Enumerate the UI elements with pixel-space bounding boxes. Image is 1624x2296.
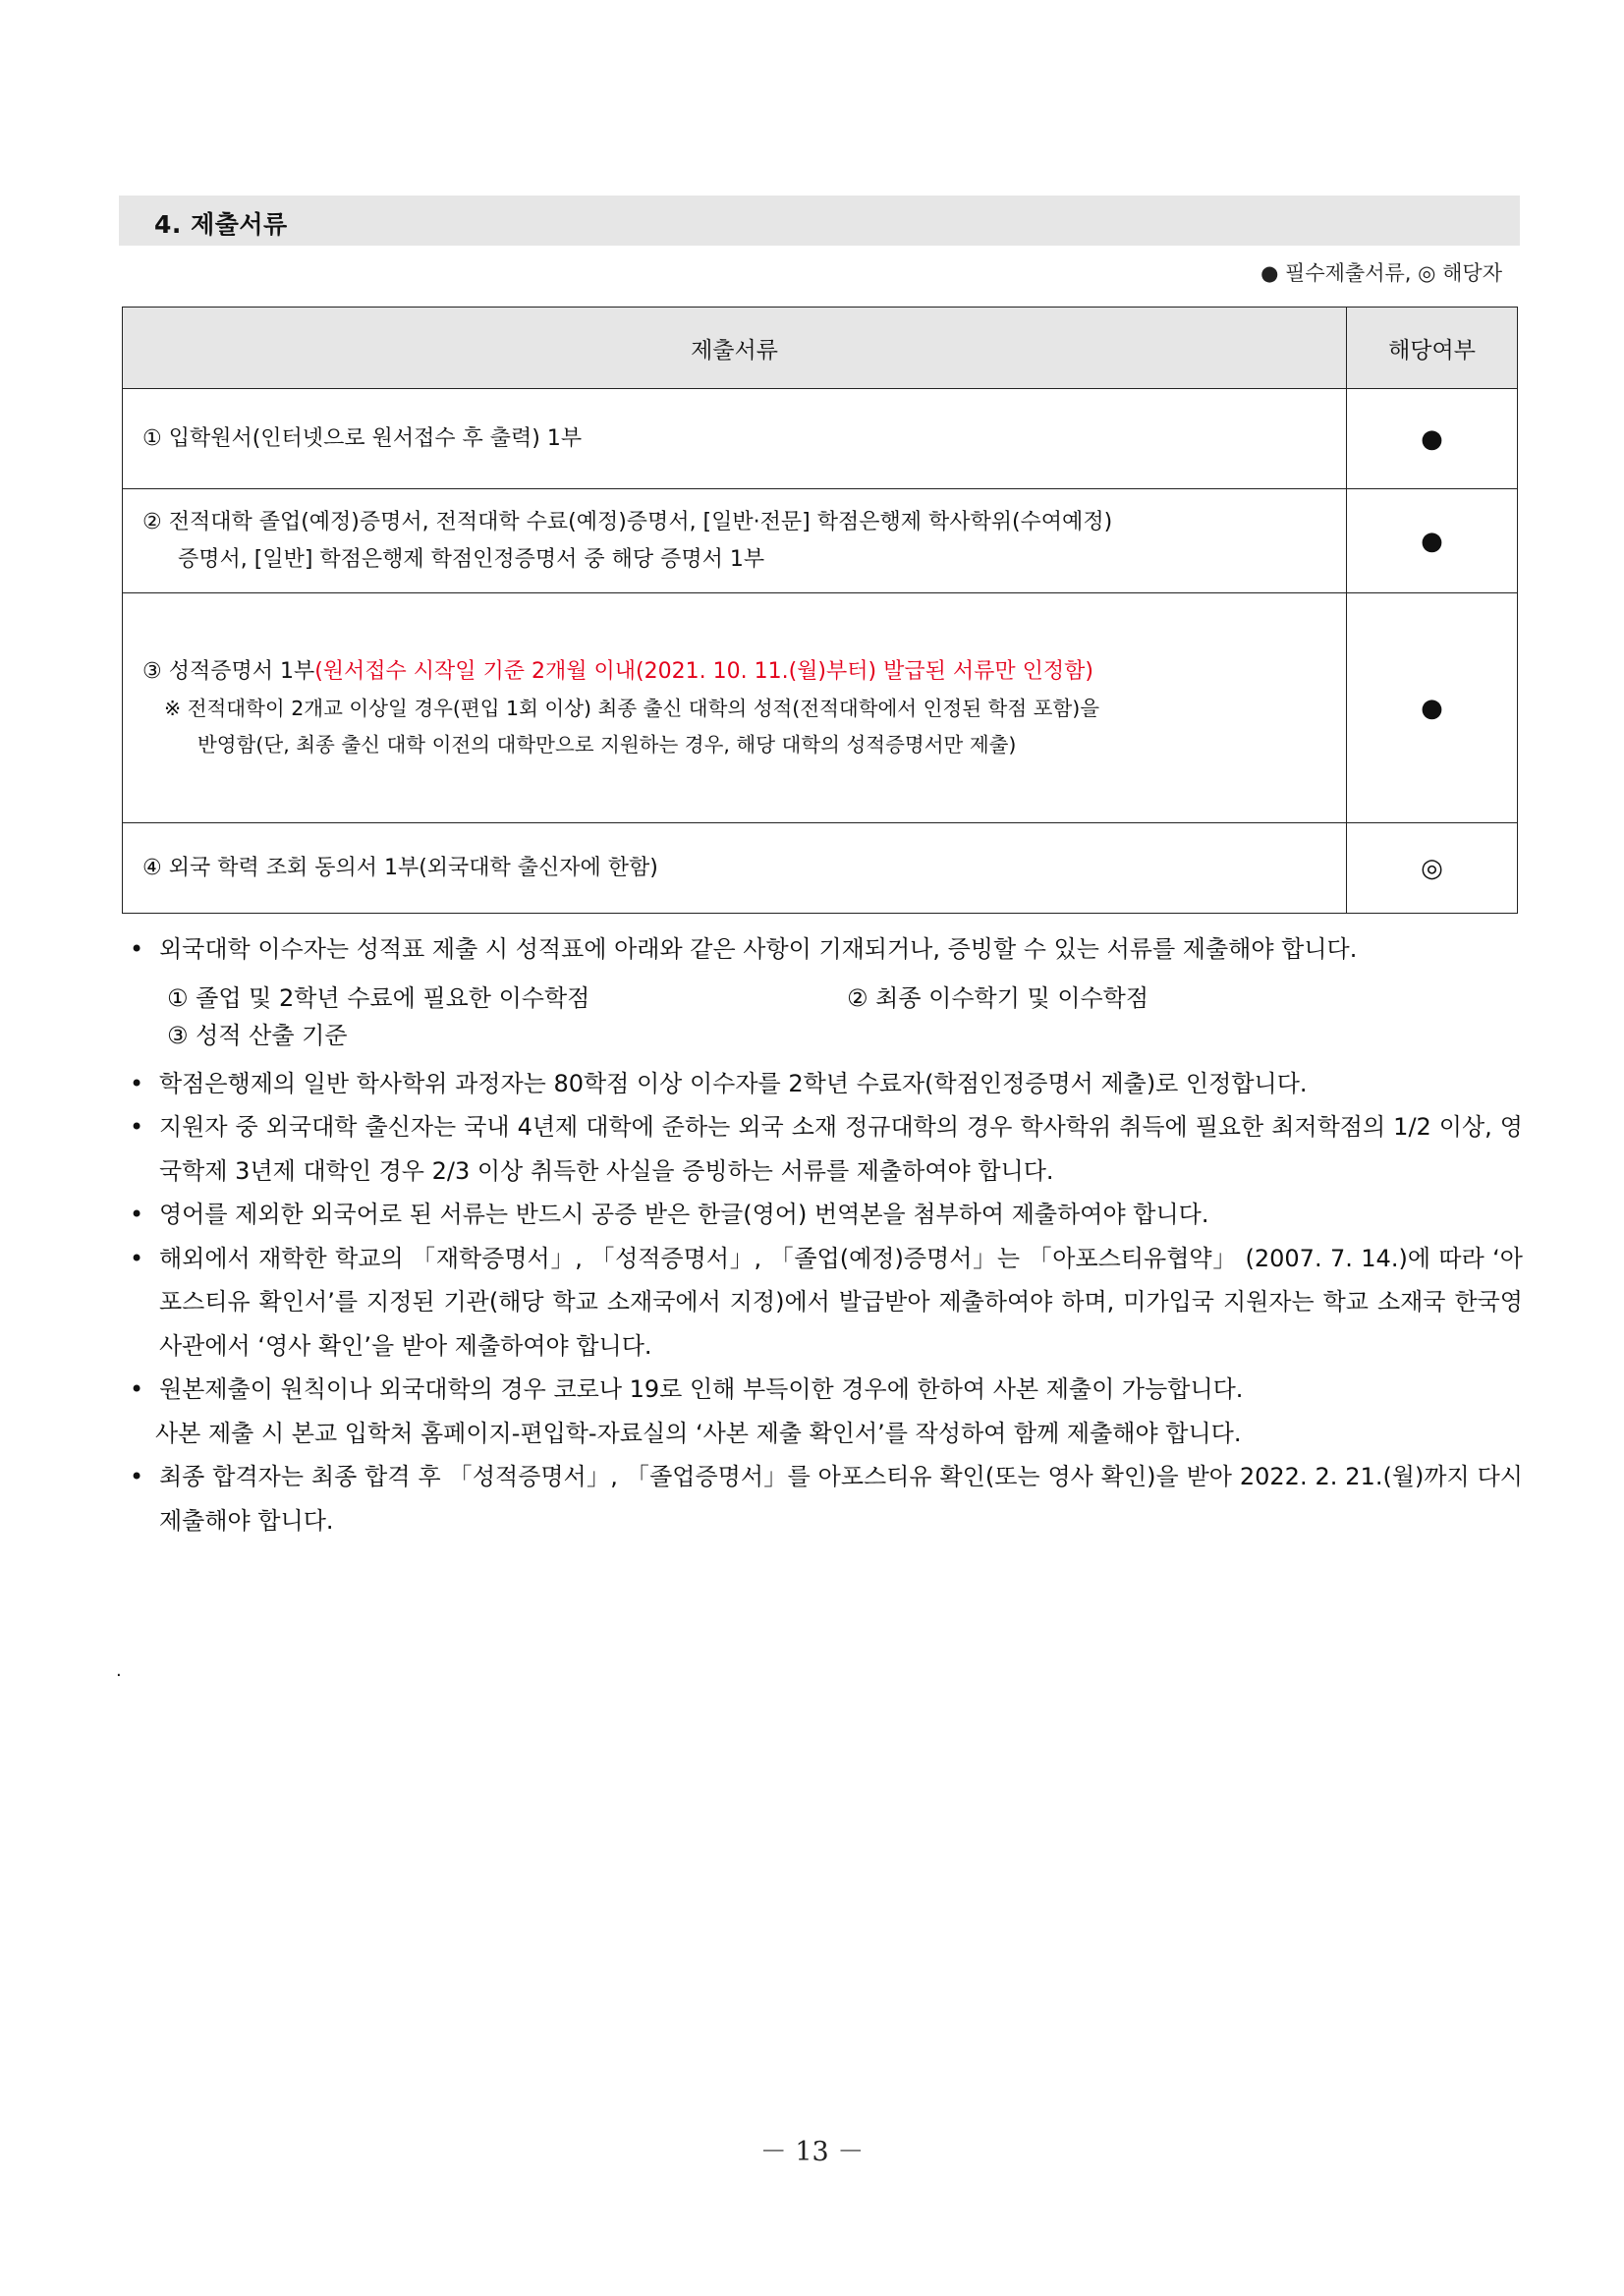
- doc-text-cont: 증명서, [일반] 학점은행제 학점인정증명서 중 해당 증명서 1부: [178, 546, 765, 572]
- doc-cell: [123, 489, 1347, 593]
- applicable-mark: ◎: [1347, 823, 1518, 914]
- doc-text: ② 전적대학 졸업(예정)증명서, 전적대학 수료(예정)증명서, [일반·전문] 학점은행제 학사학위(수여예정): [142, 509, 1113, 534]
- stray-mark: .: [116, 1660, 122, 1681]
- required-mark: ●: [1347, 593, 1518, 823]
- bullet-item: • 학점은행제의 일반 학사학위 과정자는 80학점 이상 이수자를 2학년 수료자(학점인정증명서 제출)로 인정합니다.: [128, 1062, 1523, 1106]
- doc-cell: [123, 593, 1347, 823]
- doc-cell: [123, 823, 1347, 914]
- sub-item: ② 최종 이수학기 및 이수학점: [847, 983, 1149, 1012]
- section-header-bar: [119, 196, 1520, 246]
- doc-cell: [123, 389, 1347, 489]
- bullet-item: • 원본제출이 원칙이나 외국대학의 경우 코로나 19로 인해 부득이한 경우에 한하여 사본 제출이 가능합니다.: [128, 1368, 1523, 1412]
- table-row: [123, 593, 1518, 823]
- bullet-item-cont: 사본 제출 시 본교 입학처 홈페이지-편입학-자료실의 ‘사본 제출 확인서’를 작성하여 함께 제출해야 합니다.: [155, 1419, 1242, 1447]
- bullet-item: • 최종 합격자는 최종 합격 후 「성적증명서」, 「졸업증명서」를 아포스티유 확인(또는 영사 확인)을 받아 2022. 2. 21.(월)까지 다시 제출해야 합니다.: [128, 1455, 1523, 1542]
- table-row: [123, 389, 1518, 489]
- section-title: 4. 제출서류: [154, 210, 288, 239]
- table-row: [123, 823, 1518, 914]
- table-header-row: [123, 308, 1518, 389]
- doc-text: ① 입학원서(인터넷으로 원서접수 후 출력) 1부: [142, 425, 583, 451]
- bullet-item: • 영어를 제외한 외국어로 된 서류는 반드시 공증 받은 한글(영어) 번역본을 첨부하여 제출하여야 합니다.: [128, 1193, 1523, 1237]
- bullet-item: • 해외에서 재학한 학교의 「재학증명서」, 「성적증명서」, 「졸업(예정)증명서」는 「아포스티유협약」 (2007. 7. 14.)에 따라 ‘아포스티유 확인서’를 지정된 기관(해당 학교 소재국에서 지정)에서 발급받아 제출하여야 하며, 미가입국 지원자는 학교 소재국 한국영사관에서 ‘영사 확인’을 받아 제출하여야 합니다.: [128, 1237, 1523, 1369]
- doc-text: ④ 외국 학력 조회 동의서 1부(외국대학 출신자에 한함): [142, 855, 658, 880]
- legend: ● 필수제출서류, ◎ 해당자: [1260, 261, 1502, 285]
- sub-list: [128, 980, 1523, 1054]
- bullet-item: • 외국대학 이수자는 성적표 제출 시 성적표에 아래와 같은 사항이 기재되거나, 증빙할 수 있는 서류를 제출해야 합니다.: [128, 927, 1523, 972]
- sub-item: ③ 성적 산출 기준: [167, 1021, 348, 1049]
- bullet-item: • 지원자 중 외국대학 출신자는 국내 4년제 대학에 준하는 외국 소재 정규대학의 경우 학사학위 취득에 필요한 최저학점의 1/2 이상, 영국학제 3년제 대학인 경우 2/3 이상 취득한 사실을 증빙하는 서류를 제출하여야 합니다.: [128, 1105, 1523, 1193]
- required-mark: ●: [1347, 489, 1518, 593]
- doc-note: ※ 전적대학이 2개교 이상일 경우(편입 1회 이상) 최종 출신 대학의 성적(전적대학에서 인정된 학점 포함)을: [164, 696, 1100, 720]
- table-row: [123, 489, 1518, 593]
- notes-section: [128, 927, 1523, 1542]
- documents-table: [122, 307, 1518, 914]
- doc-text: [142, 653, 1326, 691]
- doc-text-warning: (원서접수 시작일 기준 2개월 이내(2021. 10. 11.(월)부터) 발급된 서류만 인정함): [314, 658, 1093, 684]
- doc-text-main: ③ 성적증명서 1부: [142, 658, 315, 684]
- header-documents: 제출서류: [123, 308, 1347, 389]
- page-number: － 13 －: [759, 2137, 865, 2167]
- doc-note-cont: 반영함(단, 최종 출신 대학 이전의 대학만으로 지원하는 경우, 해당 대학의 성적증명서만 제출): [197, 732, 1017, 756]
- required-mark: ●: [1347, 389, 1518, 489]
- sub-item: ① 졸업 및 2학년 수료에 필요한 이수학점: [167, 983, 590, 1012]
- header-applicable: 해당여부: [1347, 308, 1518, 389]
